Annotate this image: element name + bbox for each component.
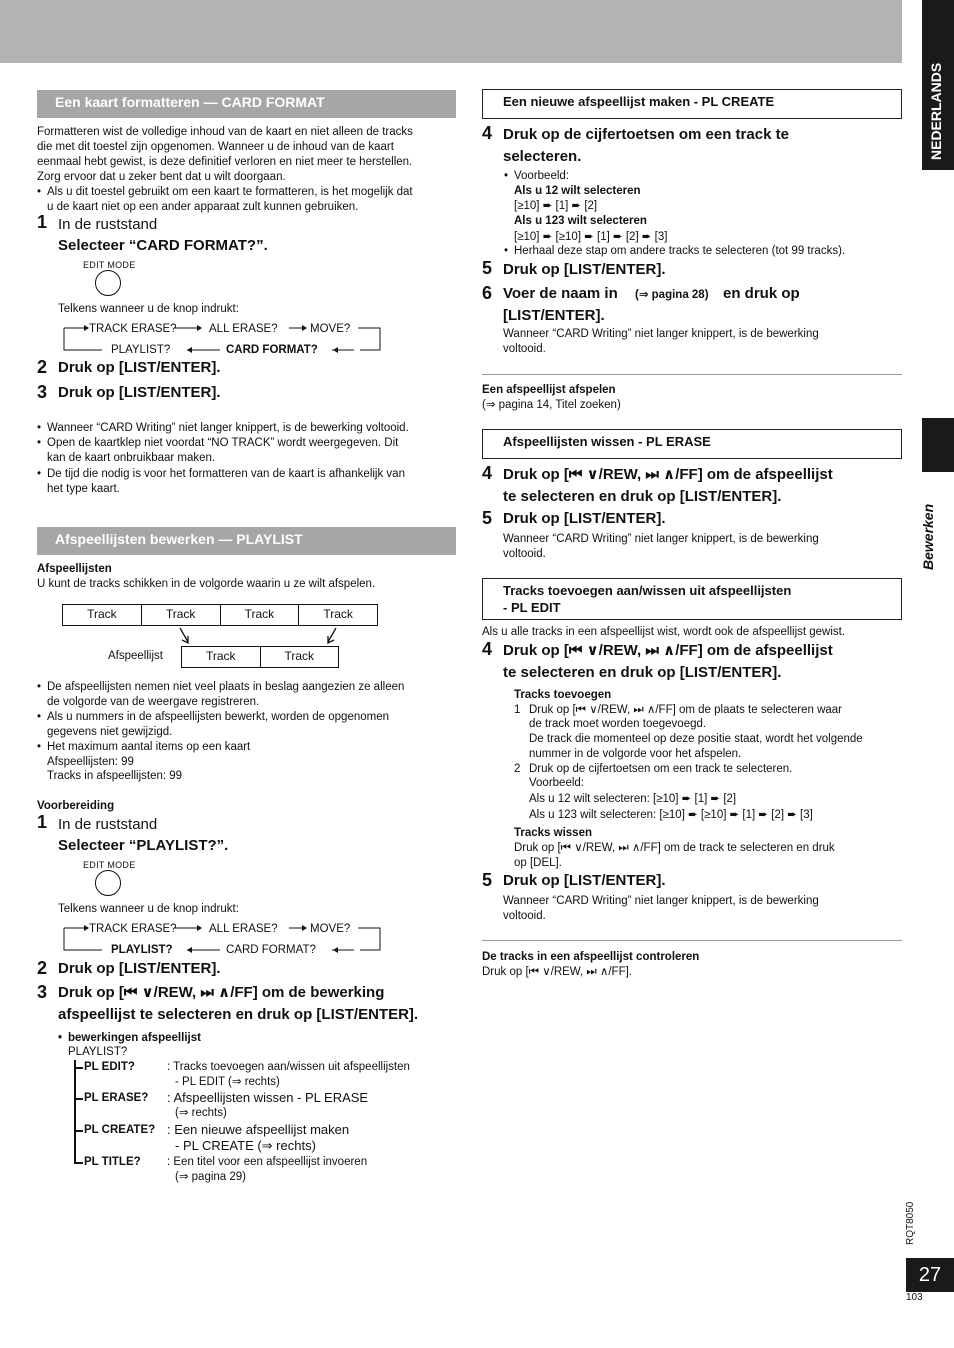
step-number: 1 <box>37 812 48 832</box>
step-text: Selecteer “CARD FORMAT?”. <box>58 237 268 254</box>
step-text: Druk op [⏮ ∨/REW, ⏭ ∧/FF] om de bewerking <box>58 984 385 1001</box>
subheading: • bewerkingen afspeellijst <box>68 1031 201 1046</box>
tree-lines-icon <box>72 1060 84 1170</box>
cycle-item: MOVE? <box>310 323 351 335</box>
page-number: 27 <box>906 1258 954 1292</box>
track-cell: Track <box>63 605 142 625</box>
divider <box>482 940 902 941</box>
cycle-item: ALL ERASE? <box>209 323 278 335</box>
paragraph: op [DEL]. <box>514 857 562 869</box>
bullet-note-cont: gegevens niet gewijzigd. <box>47 726 173 738</box>
example-value: [≥10] ➨ [1] ➨ [2] <box>514 200 598 212</box>
bullet-note: • De afspeellijsten nemen niet veel plaats in beslag aangezien ze alleen <box>47 680 404 695</box>
top-banner <box>0 0 902 63</box>
edit-mode-knob-icon <box>95 870 121 896</box>
pl-edit-header-line: - PL EDIT <box>503 600 561 615</box>
section-marker <box>922 418 954 472</box>
step-text: Druk op [⏮ ∨/REW, ⏭ ∧/FF] om de afspeellijst <box>503 642 833 659</box>
cycle-item: TRACK ERASE? <box>89 323 177 335</box>
bullet-note: • Herhaal deze stap om andere tracks te selecteren (tot 99 tracks). <box>514 244 845 259</box>
subheading: Tracks wissen <box>514 827 592 839</box>
cycle-item: MOVE? <box>310 923 351 935</box>
tracks-row <box>62 604 378 626</box>
bullet-note-cont: Tracks in afspeellijsten: 99 <box>47 770 183 782</box>
pl-edit-header-line: Tracks toevoegen aan/wissen uit afspeellijsten <box>503 583 792 598</box>
bullet-note-cont: de volgorde van de weergave registreren. <box>47 696 260 708</box>
tree-desc: (⇒ rechts) <box>175 1107 227 1119</box>
step-text: Druk op [LIST/ENTER]. <box>58 359 221 376</box>
step-text: [LIST/ENTER]. <box>503 307 605 324</box>
subheading: Afspeellijsten <box>37 563 112 575</box>
page-ref: (⇒ pagina 14, Titel zoeken) <box>482 399 621 411</box>
step-text: Druk op [LIST/ENTER]. <box>503 510 666 527</box>
subheading: Tracks toevoegen <box>514 689 612 701</box>
step-text: afspeellijst te selecteren en druk op [LIST/ENTER]. <box>58 1006 419 1023</box>
step-text: selecteren. <box>503 148 582 165</box>
bullet-note-cont: het type kaart. <box>47 483 120 495</box>
note: voltooid. <box>503 548 546 560</box>
bullet-note: • De tijd die nodig is voor het formatteren van de kaart is afhankelijk van <box>47 467 405 482</box>
paragraph: Druk op [⏮ ∨/REW, ⏭ ∧/FF]. <box>482 966 632 978</box>
note: voltooid. <box>503 910 546 922</box>
tree-desc: : Tracks toevoegen aan/wissen uit afspeellijsten <box>167 1061 410 1073</box>
step-number: 3 <box>37 382 48 402</box>
playlist-row <box>181 646 339 668</box>
step-text: In de ruststand <box>58 216 158 233</box>
tree-desc: (⇒ pagina 29) <box>175 1171 247 1183</box>
tree-desc: : Een nieuwe afspeellijst maken <box>167 1122 350 1137</box>
step-text: In de ruststand <box>58 816 158 833</box>
subheading: De tracks in een afspeellijst controleren <box>482 951 700 963</box>
bullet-note: • Het maximum aantal items op een kaart <box>47 740 250 755</box>
pl-erase-header: Afspeellijsten wissen - PL ERASE <box>482 429 902 459</box>
step-number: 5 <box>482 508 493 528</box>
list-number: 2 <box>514 763 521 775</box>
page-sub-number: 103 <box>906 1292 923 1303</box>
track-cell: Track <box>284 649 315 663</box>
paragraph: U kunt de tracks schikken in de volgorde waarin u ze wilt afspelen. <box>37 578 376 590</box>
list-item: Druk op [⏮ ∨/REW, ⏭ ∧/FF] om de plaats te selecteren waar <box>529 704 843 716</box>
cycle-item: TRACK ERASE? <box>89 923 177 935</box>
bullet-note: • Voorbeeld: <box>514 169 569 184</box>
step-text: Druk op [LIST/ENTER]. <box>503 872 666 889</box>
playlist-arrows-icon <box>176 626 346 646</box>
divider <box>482 374 902 375</box>
paragraph: Als u alle tracks in een afspeellijst wist, wordt ook de afspeellijst gewist. <box>482 626 846 638</box>
step-number: 4 <box>482 639 493 659</box>
list-item: De track die momenteel op deze positie staat, wordt het volgende <box>529 733 863 745</box>
step-text: Druk op [LIST/ENTER]. <box>503 261 666 278</box>
example-value: [≥10] ➨ [≥10] ➨ [1] ➨ [2] ➨ [3] <box>514 231 668 243</box>
step-number: 4 <box>482 463 493 483</box>
language-tab <box>922 0 954 170</box>
track-cell: Track <box>182 647 261 667</box>
cycle-caption: Telkens wanneer u de knop indrukt: <box>58 903 239 915</box>
step-text: Druk op de cijfertoetsen om een track te <box>503 126 789 143</box>
page-ref: (⇒ pagina 28) <box>635 289 709 301</box>
cycle-item-selected: PLAYLIST? <box>111 944 173 956</box>
step-number: 1 <box>37 212 48 232</box>
step-text: te selecteren en druk op [LIST/ENTER]. <box>503 664 782 681</box>
pl-create-header: Een nieuwe afspeellijst maken - PL CREATE <box>482 89 902 119</box>
intro-line: eenmaal hebt gewist, is deze definitief verloren en niet meer te herstellen. <box>37 156 413 168</box>
cycle-caption: Telkens wanneer u de knop indrukt: <box>58 303 239 315</box>
bullet-note: • Als u nummers in de afspeellijsten bewerkt, worden de opgenomen <box>47 710 389 725</box>
tree-desc: : Afspeellijsten wissen - PL ERASE <box>167 1090 369 1105</box>
section-label: Bewerken <box>920 503 936 570</box>
step-text: te selecteren en druk op [LIST/ENTER]. <box>503 488 782 505</box>
bullet-note-cont: Afspeellijsten: 99 <box>47 756 134 768</box>
tree-root: PLAYLIST? <box>68 1046 128 1058</box>
example-label: Als u 12 wilt selecteren <box>514 185 641 197</box>
list-item: Voorbeeld: <box>529 777 584 789</box>
bullet-note: • Als u dit toestel gebruikt om een kaart te formatteren, is het mogelijk dat <box>47 185 413 200</box>
pl-edit-header <box>482 578 902 620</box>
edit-mode-knob-icon <box>95 270 121 296</box>
subheading: Een afspeellijst afspelen <box>482 384 616 396</box>
intro-line: Formatteren wist de volledige inhoud van de kaart en niet alleen de tracks <box>37 126 413 138</box>
edit-mode-label: EDIT MODE <box>83 860 136 870</box>
tree-desc: - PL EDIT (⇒ rechts) <box>175 1076 280 1088</box>
bullet-note-cont: u de kaart niet op een ander apparaat zult kunnen gebruiken. <box>47 201 359 213</box>
cycle-item: PLAYLIST? <box>111 344 171 356</box>
list-item: Als u 123 wilt selecteren: [≥10] ➨ [≥10] ➨ [1] ➨ [2] ➨ [3] <box>529 809 813 821</box>
track-cell: Track <box>142 605 221 625</box>
cycle-item-selected: CARD FORMAT? <box>226 344 318 356</box>
note: Wanneer “CARD Writing” niet langer knippert, is de bewerking <box>503 328 819 340</box>
tree-key: PL CREATE? <box>84 1124 156 1136</box>
tree-key: PL TITLE? <box>84 1156 141 1168</box>
playlist-header: Afspeellijsten bewerken — PLAYLIST <box>37 527 456 555</box>
track-cell: Track <box>221 605 300 625</box>
list-item: Druk op de cijfertoetsen om een track te selecteren. <box>529 763 793 775</box>
step-number: 2 <box>37 958 48 978</box>
playlist-label: Afspeellijst <box>108 650 163 662</box>
list-item: de track moet worden toegevoegd. <box>529 718 707 730</box>
note: voltooid. <box>503 343 546 355</box>
tree-desc: - PL CREATE (⇒ rechts) <box>175 1138 316 1153</box>
edit-mode-label: EDIT MODE <box>83 260 136 270</box>
language-label: NEDERLANDS <box>928 62 944 160</box>
step-text: en druk op <box>723 285 800 302</box>
cycle-item: CARD FORMAT? <box>226 944 316 956</box>
step-text: Voer de naam in <box>503 285 618 302</box>
step-number: 5 <box>482 870 493 890</box>
list-number: 1 <box>514 704 521 716</box>
list-item: Als u 12 wilt selecteren: [≥10] ➨ [1] ➨ [2] <box>529 793 737 805</box>
step-text: Druk op [⏮ ∨/REW, ⏭ ∧/FF] om de afspeellijst <box>503 466 833 483</box>
step-number: 5 <box>482 258 493 278</box>
subheading: Voorbereiding <box>37 800 115 812</box>
bullet-note: • Open de kaartklep niet voordat “NO TRACK” wordt weergegeven. Dit <box>47 436 398 451</box>
note: Wanneer “CARD Writing” niet langer knippert, is de bewerking <box>503 533 819 545</box>
example-label: Als u 123 wilt selecteren <box>514 215 647 227</box>
intro-line: die met dit toestel zijn opgenomen. Wanneer u de inhoud van de kaart <box>37 141 394 153</box>
bullet-note: • Wanneer “CARD Writing” niet langer knippert, is de bewerking voltooid. <box>47 421 409 436</box>
step-text: Druk op [LIST/ENTER]. <box>58 960 221 977</box>
step-number: 3 <box>37 982 48 1002</box>
step-text: Druk op [LIST/ENTER]. <box>58 384 221 401</box>
tree-key: PL EDIT? <box>84 1061 135 1073</box>
note: Wanneer “CARD Writing” niet langer knippert, is de bewerking <box>503 895 819 907</box>
paragraph: Druk op [⏮ ∨/REW, ⏭ ∧/FF] om de track te selecteren en druk <box>514 842 835 854</box>
cycle-item: ALL ERASE? <box>209 923 278 935</box>
tree-desc: : Een titel voor een afspeellijst invoeren <box>167 1156 368 1168</box>
step-text: Selecteer “PLAYLIST?”. <box>58 837 229 854</box>
tree-key: PL ERASE? <box>84 1092 149 1104</box>
intro-line: Zorg ervoor dat u zeker bent dat u wilt doorgaan. <box>37 171 286 183</box>
card-format-header: Een kaart formatteren — CARD FORMAT <box>37 90 456 118</box>
document-code: RQT8050 <box>905 1201 916 1245</box>
step-number: 4 <box>482 123 493 143</box>
bullet-note-cont: kan de kaart onbruikbaar maken. <box>47 452 216 464</box>
step-number: 2 <box>37 357 48 377</box>
list-item: nummer in de volgorde voor het afspelen. <box>529 748 742 760</box>
track-cell: Track <box>323 607 353 621</box>
step-number: 6 <box>482 283 493 303</box>
